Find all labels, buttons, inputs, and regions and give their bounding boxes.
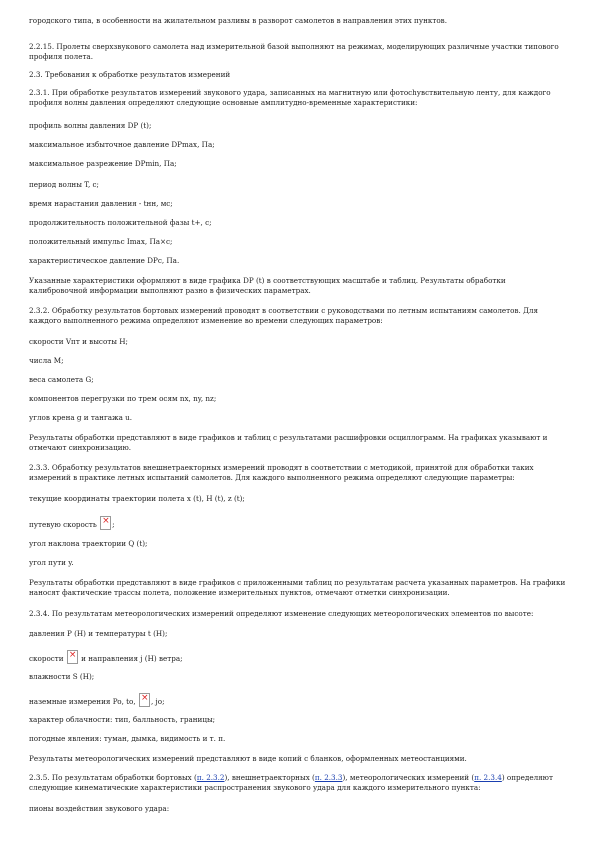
paragraph-list-a-summary-line1: Указанные характеристики оформляют в виде графика DP (t) в соответствующих масштабе и таблиц. Результаты обработки	[29, 276, 506, 285]
paragraph-2-3-2-line1: 2.3.2. Обработку результатов бортовых измерений проводят в соответствии с руководствами по летным испытаниям самолетов. Для	[29, 306, 539, 315]
list-item: максимальное разрежение DPmin, Па;	[29, 159, 177, 168]
list-item: продолжительность положительной фазы t+, с;	[29, 218, 212, 227]
list-item: положительный импульс Imax, Па×с;	[29, 237, 173, 246]
list-item-text: путевую скорость	[29, 520, 97, 529]
paragraph-list-a-summary-line2: калибровочной информации выполняют разно в физических параметрах.	[29, 286, 311, 295]
broken-image-icon	[139, 693, 150, 707]
list-item: текущие координаты траектории полета x (t), H (t), z (t);	[29, 494, 245, 503]
paragraph-list-c-summary-line2: наносят фактические трассы полета, положение измерительных пунктов, отмечают отметки синхронизации.	[29, 588, 450, 597]
paragraph-2-3-1-line2: профиля волны давления определяют следующие основные амплитудно-временные характеристики:	[29, 98, 418, 107]
list-item: скорости Vпт и высоты H;	[29, 337, 128, 346]
paragraph-2-3-3-line2: измерений в практике летных испытаний самолетов. Для каждого выполненного режима определяют следующие параметры:	[29, 473, 515, 482]
list-item: погодные явления: туман, дымка, видимость и т. п.	[29, 734, 226, 743]
paragraph-intro-tail: городского типа, в особенности на жилательном разливы в разворот самолетов в направления этих пунктов.	[29, 16, 447, 25]
list-item: углов крена g и тангажа u.	[29, 413, 133, 422]
list-item: компонентов перегрузки по трем осям nx, ny, nz;	[29, 394, 217, 403]
paragraph-2-3-2-line2: каждого выполненного режима определяют изменение во времени следующих параметров:	[29, 316, 383, 325]
paragraph-2-2-15-line2: профиля полета.	[29, 52, 94, 61]
list-item: угол пути y.	[29, 558, 74, 567]
paragraph-2-3-1-line1: 2.3.1. При обработке результатов измерений звукового удара, записанных на магнитную или фотochувствительную ленту, для каждого	[29, 88, 551, 97]
paragraph-2-2-15-line1: 2.2.15. Пролеты сверхзвукового самолета над измерительной базой выполняют на режимах, моделирующих различные участки типового	[29, 42, 559, 51]
list-item: профиль волны давления DP (t);	[29, 121, 152, 130]
paragraph-text: ), метеорологических измерений (	[342, 773, 475, 782]
list-item: характер облачности: тип, балльность, границы;	[29, 715, 216, 724]
broken-image-icon	[67, 650, 78, 664]
link-section-2-3-2[interactable]: п. 2.3.2	[196, 773, 225, 782]
paragraph-2-3-5-line1	[29, 773, 569, 783]
paragraph-text: ) определяют	[501, 773, 553, 782]
list-item-text: и направления j (H) ветра;	[81, 654, 183, 663]
link-section-2-3-4[interactable]: п. 2.3.4	[474, 773, 502, 782]
list-item: время нарастания давления - tнн, мс;	[29, 199, 173, 208]
list-item-text: наземные измерения Po, to,	[29, 697, 136, 706]
list-item: числа M;	[29, 356, 64, 365]
list-item	[29, 650, 569, 664]
list-item-text: ;	[112, 520, 115, 529]
paragraph-list-c-summary-line1: Результаты обработки представляют в виде графиков с приложенными таблиц по результатам расчета указанных параметров. На графики	[29, 578, 566, 587]
paragraph-text: 2.3.5. По результатам обработки бортовых (	[29, 773, 197, 782]
broken-image-icon	[100, 516, 111, 530]
paragraph-text: ), внешнетраекторных (	[224, 773, 315, 782]
paragraph-2-3-4: 2.3.4. По результатам метеорологических измерений определяют изменение следующих метеорологических элементов по высоте:	[29, 609, 534, 618]
paragraph-list-b-summary-line1: Результаты обработки представляют в виде графиков и таблиц с результатами расшифровки осциллограмм. На графиках указывают и	[29, 433, 548, 442]
list-item: период волны T, с;	[29, 180, 99, 189]
list-item: пионы воздействия звукового удара:	[29, 804, 170, 813]
paragraph-list-b-summary-line2: отмечают синхронизацию.	[29, 443, 132, 452]
paragraph-list-d-summary: Результаты метеорологических измерений представляют в виде копий с бланков, оформленных метеостанциями.	[29, 754, 467, 763]
list-item-text: , jo;	[150, 697, 165, 706]
list-item-text: скорости	[29, 654, 64, 663]
list-item: давления P (H) и температуры t (H);	[29, 629, 168, 638]
link-section-2-3-3[interactable]: п. 2.3.3	[314, 773, 343, 782]
section-heading-2-3: 2.3. Требования к обработке результатов измерений	[29, 70, 231, 79]
list-item	[29, 516, 569, 530]
list-item: влажности S (H);	[29, 672, 95, 681]
paragraph-2-3-5-line2: следующие кинематические характеристики распространения звукового удара для каждого измерительного пункта:	[29, 783, 481, 792]
list-item: характеристическое давление DPc, Па.	[29, 256, 180, 265]
list-item: веса самолета G;	[29, 375, 94, 384]
paragraph-2-3-3-line1: 2.3.3. Обработку результатов внешнетраекторных измерений проводят в соответствии с методикой, принятой для обработки таких	[29, 463, 534, 472]
list-item: угол наклона траектории Q (t);	[29, 539, 148, 548]
list-item: максимальное избыточное давление DPmax, Па;	[29, 140, 215, 149]
list-item	[29, 693, 569, 707]
